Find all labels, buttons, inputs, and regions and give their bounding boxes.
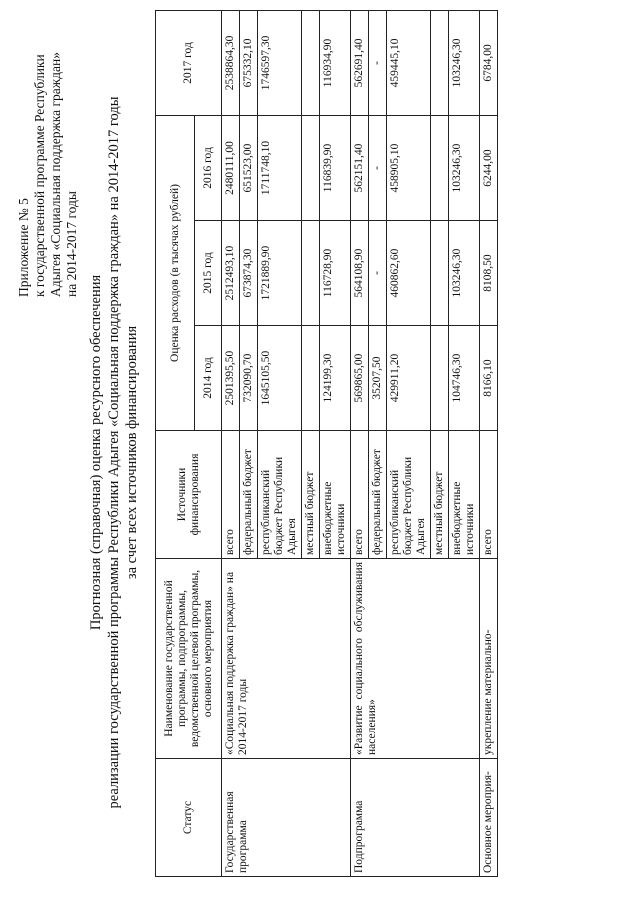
- value-cell: 562151,40: [351, 115, 369, 220]
- value-cell: 1711748,10: [258, 115, 302, 220]
- value-cell: [302, 221, 320, 326]
- appendix-block: [16, 15, 80, 297]
- value-cell: 35207,50: [369, 326, 387, 431]
- value-cell: 2480111,00: [222, 115, 240, 220]
- value-cell: 564108,90: [351, 221, 369, 326]
- value-cell: 116839,90: [320, 115, 351, 220]
- program-name-cell: «Развитие социального обслуживания населения»: [351, 559, 480, 759]
- value-cell: 459445,10: [387, 10, 431, 115]
- appendix-line: Приложение № 5: [16, 198, 31, 297]
- value-cell: 8108,50: [480, 221, 498, 326]
- header-year-2016: 2016 год: [195, 115, 222, 220]
- value-cell: 675332,10: [240, 10, 258, 115]
- header-year-2017: 2017 год: [156, 10, 222, 115]
- resource-table: [155, 10, 498, 877]
- value-cell: 6244,00: [480, 115, 498, 220]
- value-cell: -: [369, 115, 387, 220]
- value-cell: [302, 326, 320, 431]
- document-title-line-2: реализации государственной программы Республики Адыгея «Социальная поддержка граждан» на 2014-2017 годы: [106, 96, 122, 809]
- value-cell: [431, 326, 449, 431]
- status-cell: Основное мероприя-: [480, 759, 498, 877]
- header-name: Наименование государственной программы, подпрограммы, ведомственной целевой программы, основного мероприятия: [156, 559, 222, 759]
- appendix-line: к государственной программе Республики: [32, 54, 47, 297]
- value-cell: 1746597,30: [258, 10, 302, 115]
- value-cell: 1721889,90: [258, 221, 302, 326]
- value-cell: [431, 115, 449, 220]
- value-cell: [431, 221, 449, 326]
- source-cell: республиканский бюджет Республики Адыгея: [387, 431, 431, 559]
- value-cell: 6784,00: [480, 10, 498, 115]
- value-cell: 124199,30: [320, 326, 351, 431]
- source-cell: всего: [480, 431, 498, 559]
- appendix-line: на 2014-2017 годы: [64, 191, 79, 297]
- status-cell: Подпрограмма: [351, 759, 480, 877]
- table-row: [222, 10, 240, 876]
- source-cell: всего: [222, 431, 240, 559]
- value-cell: 1645105,50: [258, 326, 302, 431]
- document-title-line-3: за счет всех источников финансирования: [124, 325, 140, 580]
- value-cell: 116728,90: [320, 221, 351, 326]
- value-cell: 651523,00: [240, 115, 258, 220]
- table-row: [480, 10, 498, 876]
- program-name-cell: укрепление материально-: [480, 559, 498, 759]
- value-cell: 2512493,10: [222, 221, 240, 326]
- value-cell: 103246,30: [449, 10, 480, 115]
- source-cell: федеральный бюджет: [240, 431, 258, 559]
- source-cell: федеральный бюджет: [369, 431, 387, 559]
- value-cell: 460862,60: [387, 221, 431, 326]
- value-cell: 562691,40: [351, 10, 369, 115]
- value-cell: [302, 10, 320, 115]
- value-cell: 2501395,50: [222, 326, 240, 431]
- source-cell: местный бюджет: [302, 431, 320, 559]
- value-cell: 458905,10: [387, 115, 431, 220]
- value-cell: 2538864,30: [222, 10, 240, 115]
- table-row: [351, 10, 369, 876]
- program-name-cell: «Социальная поддержка граждан» на 2014-2017 годы: [222, 559, 351, 759]
- source-cell: внебюджетные источники: [320, 431, 351, 559]
- value-cell: -: [369, 221, 387, 326]
- appendix-line: Адыгея «Социальная поддержка граждан»: [48, 52, 63, 297]
- header-estimate: Оценка расходов (в тысячах рублей): [156, 115, 195, 430]
- value-cell: 103246,30: [449, 221, 480, 326]
- value-cell: [431, 10, 449, 115]
- header-year-2015: 2015 год: [195, 221, 222, 326]
- header-status: Статус: [156, 759, 222, 877]
- header-source: Источники финансирования: [156, 431, 222, 559]
- status-cell: Государственная программа: [222, 759, 351, 877]
- value-cell: [302, 115, 320, 220]
- source-cell: республиканский бюджет Республики Адыгея: [258, 431, 302, 559]
- value-cell: 103246,30: [449, 115, 480, 220]
- value-cell: 732090,70: [240, 326, 258, 431]
- value-cell: 569865,00: [351, 326, 369, 431]
- value-cell: 104746,30: [449, 326, 480, 431]
- value-cell: 429911,20: [387, 326, 431, 431]
- source-cell: местный бюджет: [431, 431, 449, 559]
- value-cell: 673874,30: [240, 221, 258, 326]
- source-cell: всего: [351, 431, 369, 559]
- header-year-2014: 2014 год: [195, 326, 222, 431]
- value-cell: 8166,10: [480, 326, 498, 431]
- source-cell: внебюджетные источники: [449, 431, 480, 559]
- document-title-line-1: Прогнозная (справочная) оценка ресурсного обеспечения: [88, 274, 104, 631]
- value-cell: 116934,90: [320, 10, 351, 115]
- value-cell: -: [369, 10, 387, 115]
